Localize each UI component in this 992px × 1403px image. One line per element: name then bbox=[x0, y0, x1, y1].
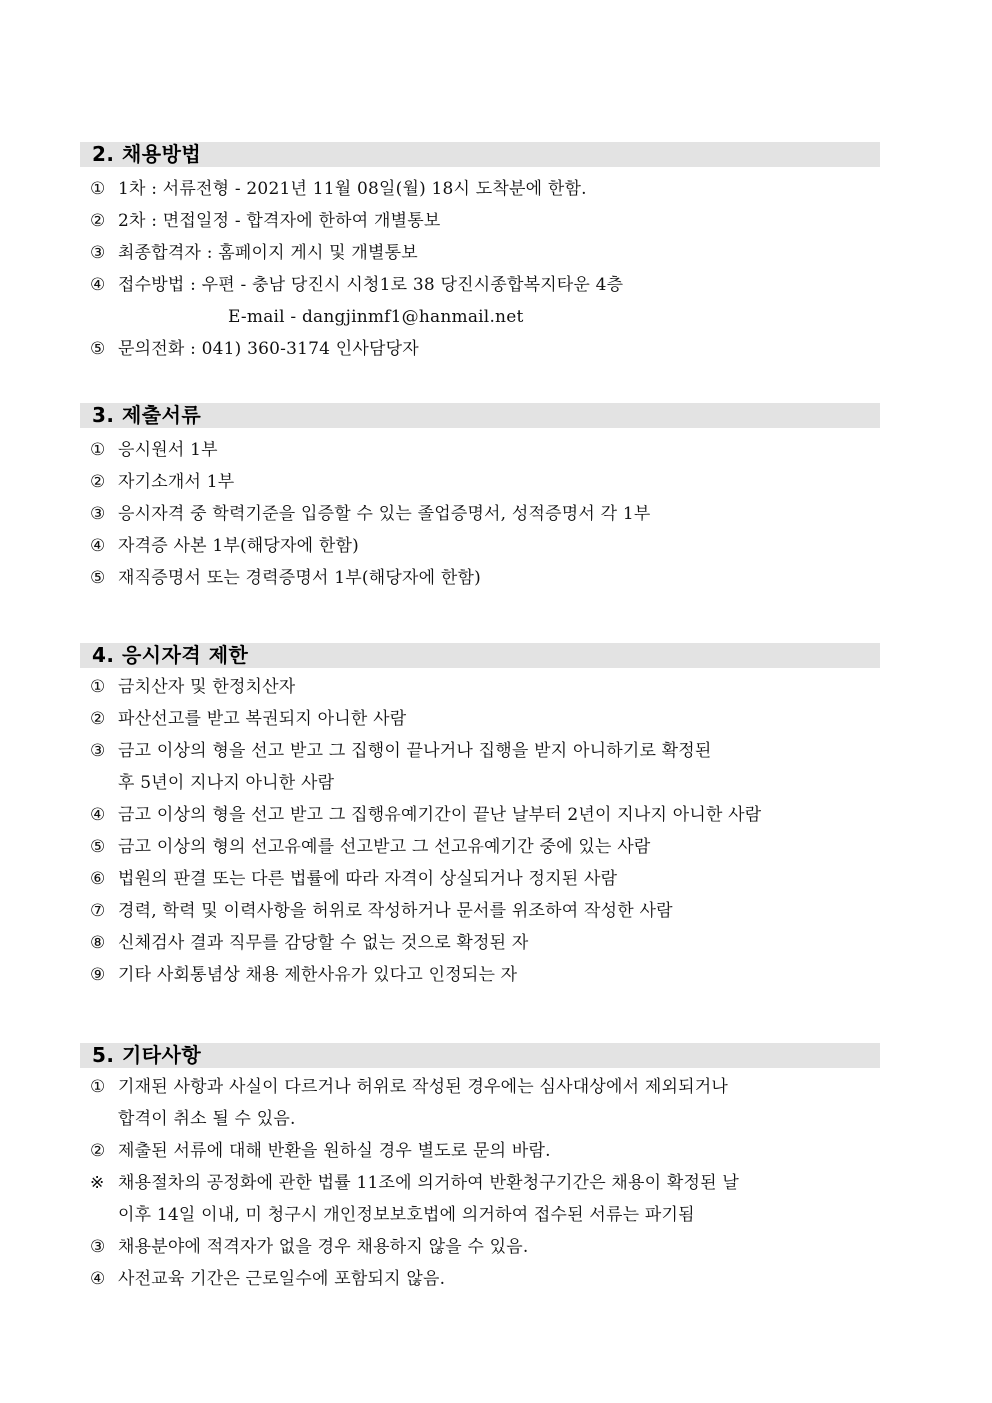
section-heading: 2. 채용방법 bbox=[80, 142, 880, 167]
item-text: 금고 이상의 형을 선고 받고 그 집행이 끝나거나 집행을 받지 아니하기로 확정된 bbox=[118, 741, 712, 761]
list-item bbox=[80, 703, 880, 735]
item-text: 금고 이상의 형의 선고유예를 선고받고 그 선고유예기간 중에 있는 사람 bbox=[118, 837, 651, 857]
list-item bbox=[80, 927, 880, 959]
note-marker: ※ bbox=[90, 1173, 105, 1193]
list-item bbox=[80, 959, 880, 991]
item-marker: ④ bbox=[90, 1269, 106, 1289]
item-text: 법원의 판결 또는 다른 법률에 따라 자격이 상실되거나 정지된 사람 bbox=[118, 869, 618, 889]
list-item bbox=[80, 863, 880, 895]
item-marker: ⑦ bbox=[90, 901, 106, 921]
item-text: 신체검사 결과 직무를 감당할 수 없는 것으로 확정된 자 bbox=[118, 933, 529, 953]
list-item bbox=[80, 831, 880, 863]
item-marker: ③ bbox=[90, 504, 106, 524]
section-heading: 3. 제출서류 bbox=[80, 403, 880, 428]
item-marker: ⑤ bbox=[90, 339, 106, 359]
section-eligibility-restrictions bbox=[80, 643, 880, 991]
item-text: 2차 : 면접일정 - 합격자에 한하여 개별통보 bbox=[118, 211, 441, 231]
section-recruitment-method bbox=[80, 142, 880, 365]
item-marker: ③ bbox=[90, 1237, 106, 1257]
list-item-note bbox=[80, 1167, 880, 1231]
item-marker: ① bbox=[90, 440, 106, 460]
item-marker: ④ bbox=[90, 536, 106, 556]
list-item bbox=[80, 173, 880, 205]
item-text: 채용절차의 공정화에 관한 법률 11조에 의거하여 반환청구기간은 채용이 확정된 날 bbox=[118, 1173, 739, 1193]
item-text: 응시자격 중 학력기준을 입증할 수 있는 졸업증명서, 성적증명서 각 1부 bbox=[118, 504, 651, 524]
section-other-notes bbox=[80, 1043, 880, 1295]
item-marker: ② bbox=[90, 211, 106, 231]
item-text: 금치산자 및 한정치산자 bbox=[118, 677, 296, 697]
item-marker: ① bbox=[90, 179, 106, 199]
item-marker: ② bbox=[90, 472, 106, 492]
list-item bbox=[80, 895, 880, 927]
item-text: 문의전화 : 041) 360-3174 인사담당자 bbox=[118, 339, 419, 359]
item-marker: ⑤ bbox=[90, 568, 106, 588]
item-text: 접수방법 : 우편 - 충남 당진시 시청1로 38 당진시종합복지타운 4층 bbox=[118, 275, 624, 295]
list-item bbox=[80, 498, 880, 530]
item-text: 자격증 사본 1부(해당자에 한함) bbox=[118, 536, 359, 556]
list-item bbox=[80, 562, 880, 594]
item-marker: ⑤ bbox=[90, 837, 106, 857]
list-item bbox=[80, 1231, 880, 1263]
list-item bbox=[80, 205, 880, 237]
section-heading: 5. 기타사항 bbox=[80, 1043, 880, 1068]
list-item bbox=[80, 671, 880, 703]
list-item bbox=[80, 1135, 880, 1167]
item-marker: ⑥ bbox=[90, 869, 106, 889]
item-text-continued: 후 5년이 지나지 아니한 사람 bbox=[118, 773, 335, 793]
list-item bbox=[80, 1263, 880, 1295]
section-required-documents bbox=[80, 403, 880, 594]
list-item bbox=[80, 1071, 880, 1135]
item-text: 기타 사회통념상 채용 제한사유가 있다고 인정되는 자 bbox=[118, 965, 518, 985]
list-item bbox=[80, 799, 880, 831]
item-marker: ① bbox=[90, 1077, 106, 1097]
item-text: 제출된 서류에 대해 반환을 원하실 경우 별도로 문의 바람. bbox=[118, 1141, 551, 1161]
item-marker: ④ bbox=[90, 805, 106, 825]
item-text: 사전교육 기간은 근로일수에 포함되지 않음. bbox=[118, 1269, 446, 1289]
item-text: 최종합격자 : 홈페이지 게시 및 개별통보 bbox=[118, 243, 418, 263]
item-text: 1차 : 서류전형 - 2021년 11월 08일(월) 18시 도착분에 한함. bbox=[118, 179, 587, 199]
list-item bbox=[80, 735, 880, 799]
list-item bbox=[80, 237, 880, 269]
item-marker: ④ bbox=[90, 275, 106, 295]
item-text: 기재된 사항과 사실이 다르거나 허위로 작성된 경우에는 심사대상에서 제외되거나 bbox=[118, 1077, 728, 1097]
section-heading: 4. 응시자격 제한 bbox=[80, 643, 880, 668]
item-marker: ③ bbox=[90, 741, 106, 761]
item-marker: ② bbox=[90, 1141, 106, 1161]
list-item bbox=[80, 466, 880, 498]
item-text-continued: 이후 14일 이내, 미 청구시 개인정보보호법에 의거하여 접수된 서류는 파기됨 bbox=[118, 1205, 695, 1225]
item-text: 재직증명서 또는 경력증명서 1부(해당자에 한함) bbox=[118, 568, 481, 588]
item-marker: ③ bbox=[90, 243, 106, 263]
item-marker: ① bbox=[90, 677, 106, 697]
list-item bbox=[80, 434, 880, 466]
item-marker: ⑨ bbox=[90, 965, 106, 985]
list-item bbox=[80, 530, 880, 562]
item-text: 채용분야에 적격자가 없을 경우 채용하지 않을 수 있음. bbox=[118, 1237, 529, 1257]
item-marker: ② bbox=[90, 709, 106, 729]
item-text: 경력, 학력 및 이력사항을 허위로 작성하거나 문서를 위조하여 작성한 사람 bbox=[118, 901, 673, 921]
list-item bbox=[80, 333, 880, 365]
item-text: 금고 이상의 형을 선고 받고 그 집행유예기간이 끝난 날부터 2년이 지나지 아니한 사람 bbox=[118, 805, 762, 825]
item-text: 응시원서 1부 bbox=[118, 440, 218, 460]
item-text-email: E-mail - dangjinmf1@hanmail.net bbox=[228, 307, 524, 327]
item-text-continued: 합격이 취소 될 수 있음. bbox=[118, 1109, 296, 1129]
item-text: 자기소개서 1부 bbox=[118, 472, 235, 492]
item-marker: ⑧ bbox=[90, 933, 106, 953]
list-item bbox=[80, 269, 880, 333]
item-text: 파산선고를 받고 복권되지 아니한 사람 bbox=[118, 709, 407, 729]
